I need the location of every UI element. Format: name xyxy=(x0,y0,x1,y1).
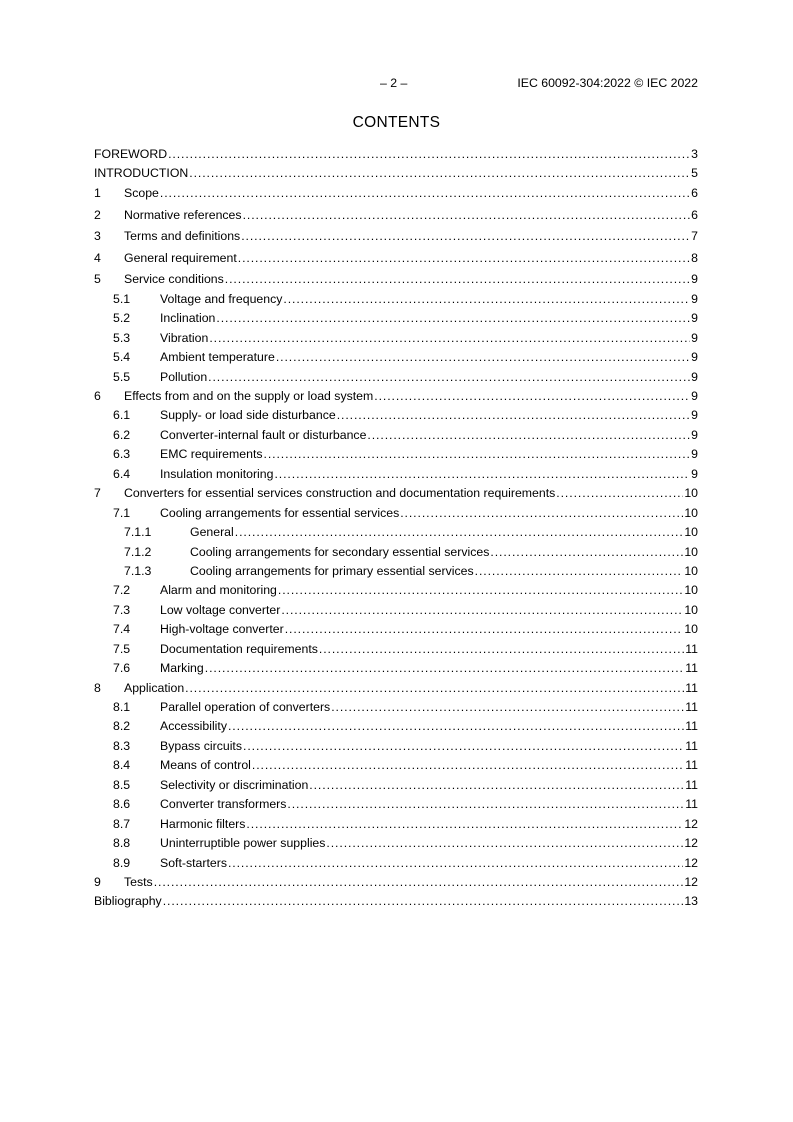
toc-entry[interactable] xyxy=(94,562,698,581)
toc-entry-number: 8.2 xyxy=(113,719,131,734)
toc-entry-title: Selectivity or discrimination xyxy=(160,777,309,792)
toc-entry[interactable] xyxy=(94,164,698,183)
dot-leader xyxy=(337,406,690,425)
dot-leader xyxy=(287,795,684,814)
toc-entry[interactable] xyxy=(94,581,698,600)
toc-entry[interactable] xyxy=(94,717,698,736)
toc-entry-number: 2 xyxy=(94,207,101,222)
toc-entry[interactable] xyxy=(94,465,698,484)
toc-entry[interactable] xyxy=(94,601,698,620)
toc-entry-title: Converter-internal fault or disturbance xyxy=(160,427,367,442)
dot-leader xyxy=(189,164,690,183)
toc-entry-number: 8.5 xyxy=(113,777,131,792)
standard-identifier: IEC 60092-304:2022 © IEC 2022 xyxy=(517,76,698,90)
toc-entry-page: 11 xyxy=(685,680,698,695)
toc-entry-title: Effects from and on the supply or load system xyxy=(124,389,374,403)
toc-entry-title: Ambient temperature xyxy=(160,350,275,365)
toc-entry[interactable] xyxy=(94,737,698,756)
toc-entry-page: 9 xyxy=(691,427,698,442)
toc-entry-page: 10 xyxy=(684,525,698,540)
dot-leader xyxy=(274,465,690,484)
dot-leader xyxy=(490,543,683,562)
toc-entry[interactable] xyxy=(94,387,698,406)
toc-entry-number: 7.6 xyxy=(113,661,131,676)
dot-leader xyxy=(209,329,690,348)
toc-entry-number: 5 xyxy=(94,272,101,287)
toc-entry-page: 10 xyxy=(684,602,698,617)
toc-entry-title: Means of control xyxy=(160,758,251,773)
toc-entry-page: 9 xyxy=(691,369,698,384)
toc-entry[interactable] xyxy=(94,659,698,678)
toc-entry-page: 10 xyxy=(684,583,698,598)
toc-entry-page: 11 xyxy=(685,661,698,676)
toc-entry-title: Bypass circuits xyxy=(160,738,243,753)
page-number: – 2 – xyxy=(380,76,408,90)
toc-entry-page: 9 xyxy=(691,466,698,481)
toc-entry-title: Tests xyxy=(124,874,153,889)
dot-leader xyxy=(264,445,691,464)
dot-leader xyxy=(374,387,690,406)
toc-entry-page: 11 xyxy=(685,738,698,753)
toc-entry-page: 10 xyxy=(684,563,698,578)
toc-entry-title: Alarm and monitoring xyxy=(160,583,277,598)
toc-entry-title: Cooling arrangements for primary essential services xyxy=(190,563,474,578)
toc-entry-title: Terms and definitions xyxy=(124,229,241,244)
toc-entry-number: 7.2 xyxy=(113,583,131,598)
toc-entry-number: 6 xyxy=(94,389,101,403)
toc-entry[interactable] xyxy=(94,543,698,562)
toc-entry-number: 8.3 xyxy=(113,738,131,753)
toc-entry[interactable] xyxy=(94,270,698,289)
toc-entry-title: Accessibility xyxy=(160,719,227,734)
toc-entry-page: 9 xyxy=(691,291,698,306)
toc-entry-number: 6.2 xyxy=(113,427,131,442)
page-header xyxy=(0,76,793,92)
toc-entry-page: 9 xyxy=(691,330,698,345)
toc-entry-number: 7.1.1 xyxy=(124,525,152,540)
toc-entry[interactable] xyxy=(94,368,698,387)
dot-leader xyxy=(208,368,690,387)
toc-entry-page: 11 xyxy=(685,758,698,773)
toc-entry-page: 11 xyxy=(685,777,698,792)
toc-entry-number: 6.3 xyxy=(113,447,131,462)
toc-entry-title: Documentation requirements xyxy=(160,641,318,656)
toc-entry[interactable] xyxy=(94,698,698,717)
dot-leader xyxy=(154,873,684,892)
toc-entry-title: Normative references xyxy=(124,207,242,222)
toc-entry-title: Low voltage converter xyxy=(160,602,281,617)
toc-entry-number: 5.3 xyxy=(113,330,131,345)
toc-entry[interactable] xyxy=(94,776,698,795)
toc-entry-number: 6.4 xyxy=(113,466,131,481)
toc-entry-title: Application xyxy=(124,680,185,695)
toc-entry-title: Bibliography xyxy=(94,894,162,909)
dot-leader xyxy=(276,348,690,367)
toc-entry[interactable] xyxy=(94,227,698,246)
toc-entry-title: Parallel operation of converters xyxy=(160,700,331,714)
toc-entry[interactable] xyxy=(94,756,698,775)
dot-leader xyxy=(243,737,684,756)
dot-leader xyxy=(243,206,691,225)
toc-entry[interactable] xyxy=(94,892,698,911)
contents-title: CONTENTS xyxy=(352,114,441,131)
toc-entry-page: 8 xyxy=(691,250,698,265)
toc-entry-page: 5 xyxy=(691,166,698,181)
toc-entry[interactable] xyxy=(94,679,698,698)
toc-entry[interactable] xyxy=(94,290,698,309)
toc-entry-number: 8.9 xyxy=(113,855,131,870)
toc-entry-page: 10 xyxy=(684,505,698,520)
toc-entry-number: 5.2 xyxy=(113,311,131,326)
toc-entry-number: 5.5 xyxy=(113,369,131,384)
dot-leader xyxy=(241,227,690,246)
toc-entry-title: Soft-starters xyxy=(160,855,227,870)
toc-entry-page: 12 xyxy=(684,855,698,870)
toc-entry-page: 11 xyxy=(685,719,698,734)
toc-entry-title: Supply- or load side disturbance xyxy=(160,408,336,423)
dot-leader xyxy=(278,581,683,600)
toc-entry-number: 7.1.3 xyxy=(124,563,152,578)
toc-entry-title: Service conditions xyxy=(124,272,224,287)
dot-leader xyxy=(367,426,690,445)
toc-entry-number: 8.4 xyxy=(113,758,131,773)
toc-entry-page: 10 xyxy=(684,622,698,637)
toc-entry-title: General xyxy=(190,525,234,540)
toc-entry-number: 8.8 xyxy=(113,836,131,851)
dot-leader xyxy=(283,290,690,309)
toc-entry-number: 5.1 xyxy=(113,291,131,306)
toc-entry[interactable] xyxy=(94,523,698,542)
toc-entry-title: Converters for essential services construction and documentation requirements xyxy=(124,486,556,501)
toc-entry-page: 12 xyxy=(684,836,698,851)
dot-leader xyxy=(168,145,690,164)
toc-entry-title: Scope xyxy=(124,185,159,200)
toc-entry-page: 9 xyxy=(691,272,698,287)
dot-leader xyxy=(252,756,684,775)
toc-entry[interactable] xyxy=(94,426,698,445)
toc-entry-page: 10 xyxy=(684,544,698,559)
dot-leader xyxy=(235,523,684,542)
toc-entry-page: 12 xyxy=(684,816,698,831)
toc-entry-page: 7 xyxy=(691,229,698,244)
toc-entry[interactable] xyxy=(94,640,698,659)
toc-entry-title: EMC requirements xyxy=(160,447,263,462)
dot-leader xyxy=(556,484,683,503)
dot-leader xyxy=(475,562,684,581)
toc-entry-number: 1 xyxy=(94,185,101,200)
toc-entry-title: Pollution xyxy=(160,369,208,384)
toc-entry-page: 6 xyxy=(691,185,698,200)
toc-entry-title: Uninterruptible power supplies xyxy=(160,836,326,851)
toc-entry-number: 7.1.2 xyxy=(124,544,152,559)
toc-entry-title: Inclination xyxy=(160,311,216,326)
toc-entry-page: 9 xyxy=(691,311,698,326)
toc-entry[interactable] xyxy=(94,815,698,834)
dot-leader xyxy=(216,309,690,328)
dot-leader xyxy=(285,620,684,639)
toc-entry-number: 7 xyxy=(94,486,101,501)
toc-entry-page: 11 xyxy=(685,797,698,812)
dot-leader xyxy=(205,659,684,678)
toc-entry-title: General requirement xyxy=(124,250,237,265)
toc-entry-title: Harmonic filters xyxy=(160,816,246,831)
dot-leader xyxy=(326,834,683,853)
toc-entry-title: Insulation monitoring xyxy=(160,466,274,481)
toc-entry[interactable] xyxy=(94,145,698,164)
dot-leader xyxy=(246,815,683,834)
toc-entry-number: 8.7 xyxy=(113,816,131,831)
toc-entry-page: 11 xyxy=(685,641,698,656)
toc-entry-title: INTRODUCTION xyxy=(94,166,189,181)
dot-leader xyxy=(309,776,684,795)
toc-entry-number: 7.1 xyxy=(113,505,131,520)
toc-entry[interactable] xyxy=(94,484,698,503)
dot-leader xyxy=(228,854,683,873)
toc-entry-number: 6.1 xyxy=(113,408,131,423)
toc-entry[interactable] xyxy=(94,445,698,464)
toc-entry[interactable] xyxy=(94,184,698,203)
dot-leader xyxy=(228,717,684,736)
dot-leader xyxy=(225,270,690,289)
dot-leader xyxy=(400,504,683,523)
dot-leader xyxy=(185,679,684,698)
dot-leader xyxy=(319,640,684,659)
toc-entry-page: 9 xyxy=(691,408,698,423)
toc-entry[interactable] xyxy=(94,309,698,328)
toc-entry-number: 3 xyxy=(94,229,101,244)
toc-entry-page: 9 xyxy=(691,389,698,403)
toc-entry-page: 6 xyxy=(691,207,698,222)
toc-entry-page: 3 xyxy=(691,147,698,161)
toc-entry[interactable] xyxy=(94,504,698,523)
toc-entry-number: 8.6 xyxy=(113,797,131,812)
toc-entry-number: 8 xyxy=(94,680,101,695)
dot-leader xyxy=(331,698,684,717)
toc-entry[interactable] xyxy=(94,873,698,892)
toc-entry-number: 9 xyxy=(94,874,101,889)
toc-entry-page: 11 xyxy=(685,700,698,714)
toc-entry[interactable] xyxy=(94,854,698,873)
toc-entry[interactable] xyxy=(94,620,698,639)
toc-entry[interactable] xyxy=(94,249,698,268)
toc-entry-number: 8.1 xyxy=(113,700,131,714)
toc-entry-title: FOREWORD xyxy=(94,147,168,161)
toc-entry-page: 10 xyxy=(684,486,698,501)
toc-entry[interactable] xyxy=(94,406,698,425)
toc-entry-title: Vibration xyxy=(160,330,209,345)
table-of-contents xyxy=(94,145,698,912)
dot-leader xyxy=(238,249,690,268)
toc-entry-page: 9 xyxy=(691,447,698,462)
toc-entry[interactable] xyxy=(94,834,698,853)
toc-entry-number: 4 xyxy=(94,250,101,265)
toc-entry-title: Marking xyxy=(160,661,204,676)
toc-entry-page: 9 xyxy=(691,350,698,365)
toc-entry-number: 7.4 xyxy=(113,622,131,637)
toc-entry[interactable] xyxy=(94,795,698,814)
toc-entry-title: High-voltage converter xyxy=(160,622,284,637)
toc-entry-number: 5.4 xyxy=(113,350,131,365)
dot-leader xyxy=(163,892,684,911)
toc-entry-title: Converter transformers xyxy=(160,797,287,812)
toc-entry[interactable] xyxy=(94,348,698,367)
toc-entry[interactable] xyxy=(94,329,698,348)
toc-entry-title: Cooling arrangements for essential services xyxy=(160,505,400,520)
toc-entry-number: 7.3 xyxy=(113,602,131,617)
toc-entry-title: Cooling arrangements for secondary essential services xyxy=(190,544,490,559)
toc-entry[interactable] xyxy=(94,206,698,225)
dot-leader xyxy=(281,601,683,620)
toc-entry-page: 12 xyxy=(684,874,698,889)
toc-entry-title: Voltage and frequency xyxy=(160,291,283,306)
toc-entry-page: 13 xyxy=(684,894,698,909)
dot-leader xyxy=(160,184,690,203)
toc-entry-number: 7.5 xyxy=(113,641,131,656)
